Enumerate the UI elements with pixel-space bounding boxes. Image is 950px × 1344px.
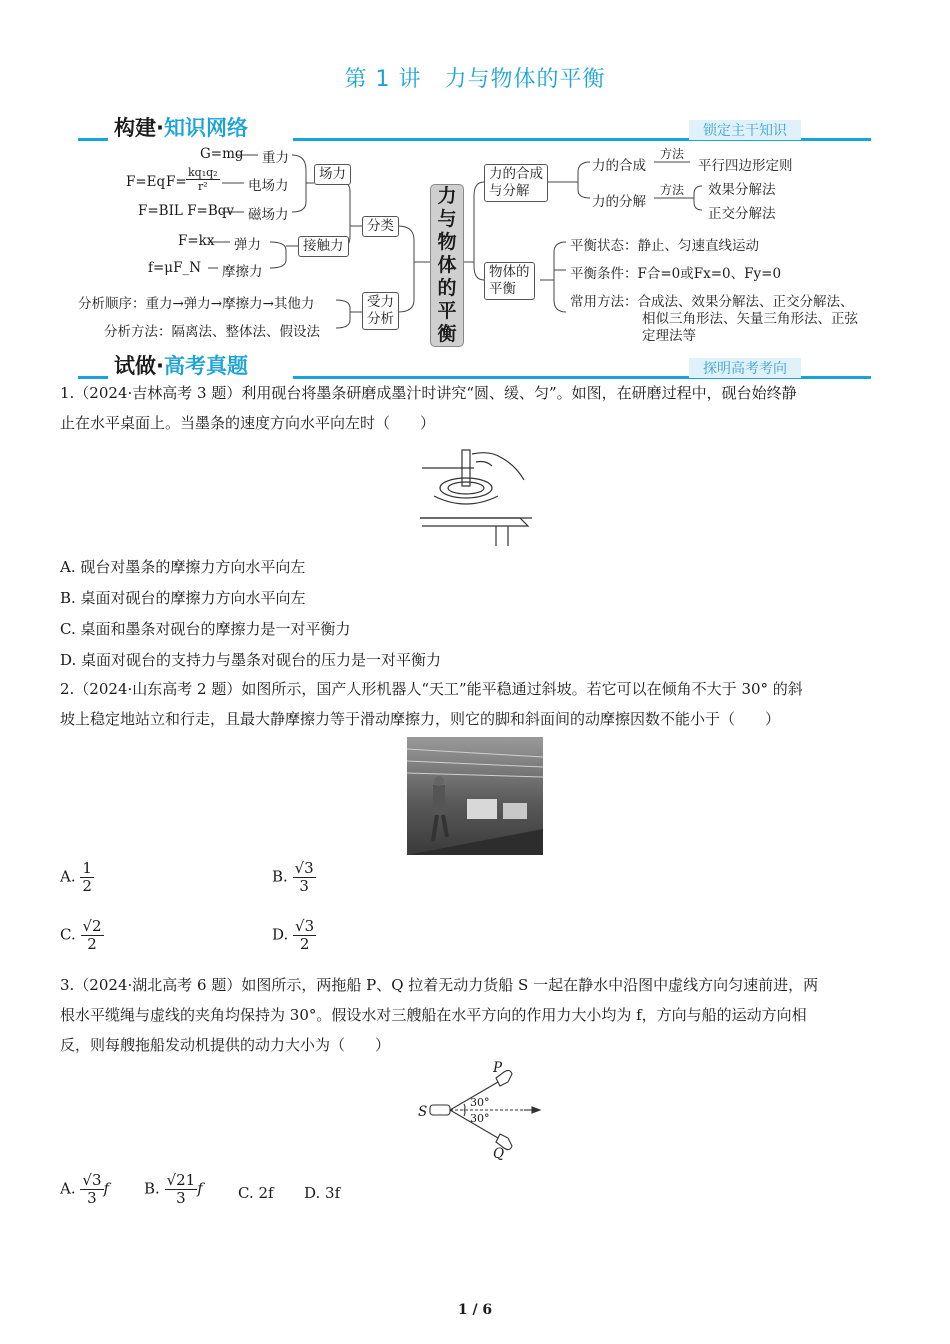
orthogonal-method-label: 正交分解法 bbox=[708, 206, 776, 222]
field-force-box: 场力 bbox=[314, 164, 351, 185]
boat-q-label: Q bbox=[493, 1146, 505, 1162]
magnetic-formula: F=BIL F=Bqv bbox=[138, 203, 235, 219]
balance-state: 平衡状态：静止、匀速直线运动 bbox=[570, 238, 759, 254]
section-tag: 探明高考考向 bbox=[689, 358, 801, 378]
common-methods-3: 定理法等 bbox=[642, 328, 696, 344]
classification-box: 分类 bbox=[362, 216, 399, 237]
friction-formula: f=μF_N bbox=[148, 260, 202, 276]
electric-denominator: r² bbox=[197, 180, 208, 193]
page-number: 1 / 6 bbox=[457, 1302, 493, 1318]
robot-photo bbox=[407, 737, 543, 855]
q1-option-c[interactable]: C. 桌面和墨条对砚台的摩擦力是一对平衡力 bbox=[60, 620, 351, 638]
boat-s-label: S bbox=[418, 1104, 428, 1120]
q2-option-d[interactable]: D. $\frac{√3}{2}$ bbox=[272, 917, 315, 953]
angle-label-2: 30° bbox=[470, 1112, 490, 1125]
method-label-2: 方法 bbox=[660, 183, 685, 197]
parallelogram-label: 平行四边形定则 bbox=[698, 158, 793, 174]
question-3-stem: 3.（2024·湖北高考 6 题）如图所示，两拖船 P、Q 拉着无动力货船 S 一起在静水中沿图中虚线方向匀速前进，两 根水平缆绳与虚线的夹角均保持为 30°。假设水对三艘船在水平方向的作用力大小均为 f，方向与船的运动方向相 反，则每艘拖船发动机提供的动力大小为（ ） bbox=[60, 976, 819, 1054]
section-title: 构建·知识网络 bbox=[114, 116, 248, 140]
analysis-order: 分析顺序：重力→弹力→摩擦力→其他力 bbox=[78, 296, 315, 312]
q3-option-c[interactable]: C. 2f bbox=[238, 1184, 274, 1202]
gravity-formula: G=mg bbox=[200, 146, 244, 162]
q2-option-a[interactable]: A. $\frac{1}{2}$ bbox=[60, 859, 92, 895]
electric-formula-1: F=Eq bbox=[126, 174, 166, 190]
electric-formula-2-lhs: F= bbox=[166, 174, 187, 190]
common-methods-1: 常用方法：合成法、效果分解法、正交分解法、 bbox=[570, 294, 854, 310]
section-tag: 锁定主干知识 bbox=[689, 120, 801, 140]
gravity-label: 重力 bbox=[262, 150, 289, 166]
q3-option-a[interactable]: A. $\frac{√3}{3}$ f bbox=[60, 1171, 110, 1207]
contact-force-box: 接触力 bbox=[298, 236, 349, 257]
magnetic-label: 磁场力 bbox=[248, 207, 289, 223]
page-title: 第 1 讲 力与物体的平衡 bbox=[344, 67, 606, 92]
question-1-stem: 1.（2024·吉林高考 3 题）利用砚台将墨条研磨成墨汁时讲究“圆、缓、匀”。如图，在研磨过程中，砚台始终静 止在水平桌面上。当墨条的速度方向水平向左时（ ） bbox=[60, 384, 797, 432]
q1-option-b[interactable]: B. 桌面对砚台的摩擦力方向水平向左 bbox=[60, 589, 306, 607]
boat-p-label: P bbox=[493, 1060, 503, 1076]
friction-label: 摩擦力 bbox=[222, 264, 263, 280]
q2-option-c[interactable]: C. $\frac{√2}{2}$ bbox=[60, 917, 102, 953]
synthesis-label: 力的合成 bbox=[592, 158, 646, 174]
object-balance-box: 物体的 平衡 bbox=[484, 262, 535, 300]
common-methods-2: 相似三角形法、矢量三角形法、正弦 bbox=[642, 311, 858, 327]
electric-label: 电场力 bbox=[248, 178, 289, 194]
q3-option-d[interactable]: D. 3f bbox=[304, 1184, 341, 1202]
q3-option-b[interactable]: B. $\frac{√21}{3}$ f bbox=[144, 1171, 203, 1207]
angle-label-1: 30° bbox=[470, 1096, 490, 1109]
method-label-1: 方法 bbox=[660, 147, 685, 161]
elastic-formula: F=kx bbox=[178, 233, 215, 249]
inkstone-figure bbox=[420, 440, 540, 550]
question-2-stem: 2.（2024·山东高考 2 题）如图所示，国产人形机器人“天工”能平稳通过斜坡。若它可以在倾角不大于 30° 的斜 坡上稳定地站立和行走，且最大静摩擦力等于滑动摩擦力，则它的脚和斜面间的动摩擦因数不能小于（ ） bbox=[60, 680, 803, 728]
analysis-method: 分析方法：隔离法、整体法、假设法 bbox=[104, 324, 320, 340]
q2-option-b[interactable]: B. $\frac{√3}{3}$ bbox=[272, 859, 314, 895]
center-topic-box: 力 与 物 体 的 平 衡 bbox=[430, 184, 464, 347]
section-title: 试做·高考真题 bbox=[114, 354, 248, 378]
effect-method-label: 效果分解法 bbox=[708, 182, 776, 198]
section-header-knowledge bbox=[78, 114, 871, 140]
electric-fraction bbox=[186, 166, 220, 193]
force-analysis-box: 受力 分析 bbox=[362, 292, 399, 330]
section-header-exam bbox=[78, 352, 871, 378]
balance-condition: 平衡条件：F合=0或Fx=0、Fy=0 bbox=[570, 266, 782, 282]
composition-box: 力的合成 与分解 bbox=[484, 164, 548, 202]
elastic-label: 弹力 bbox=[234, 237, 261, 253]
q1-option-d[interactable]: D. 桌面对砚台的支持力与墨条对砚台的压力是一对平衡力 bbox=[60, 651, 442, 669]
decomposition-label: 力的分解 bbox=[592, 194, 646, 210]
q1-option-a[interactable]: A. 砚台对墨条的摩擦力方向水平向左 bbox=[60, 558, 306, 576]
electric-numerator: kq₁q₂ bbox=[188, 166, 218, 179]
